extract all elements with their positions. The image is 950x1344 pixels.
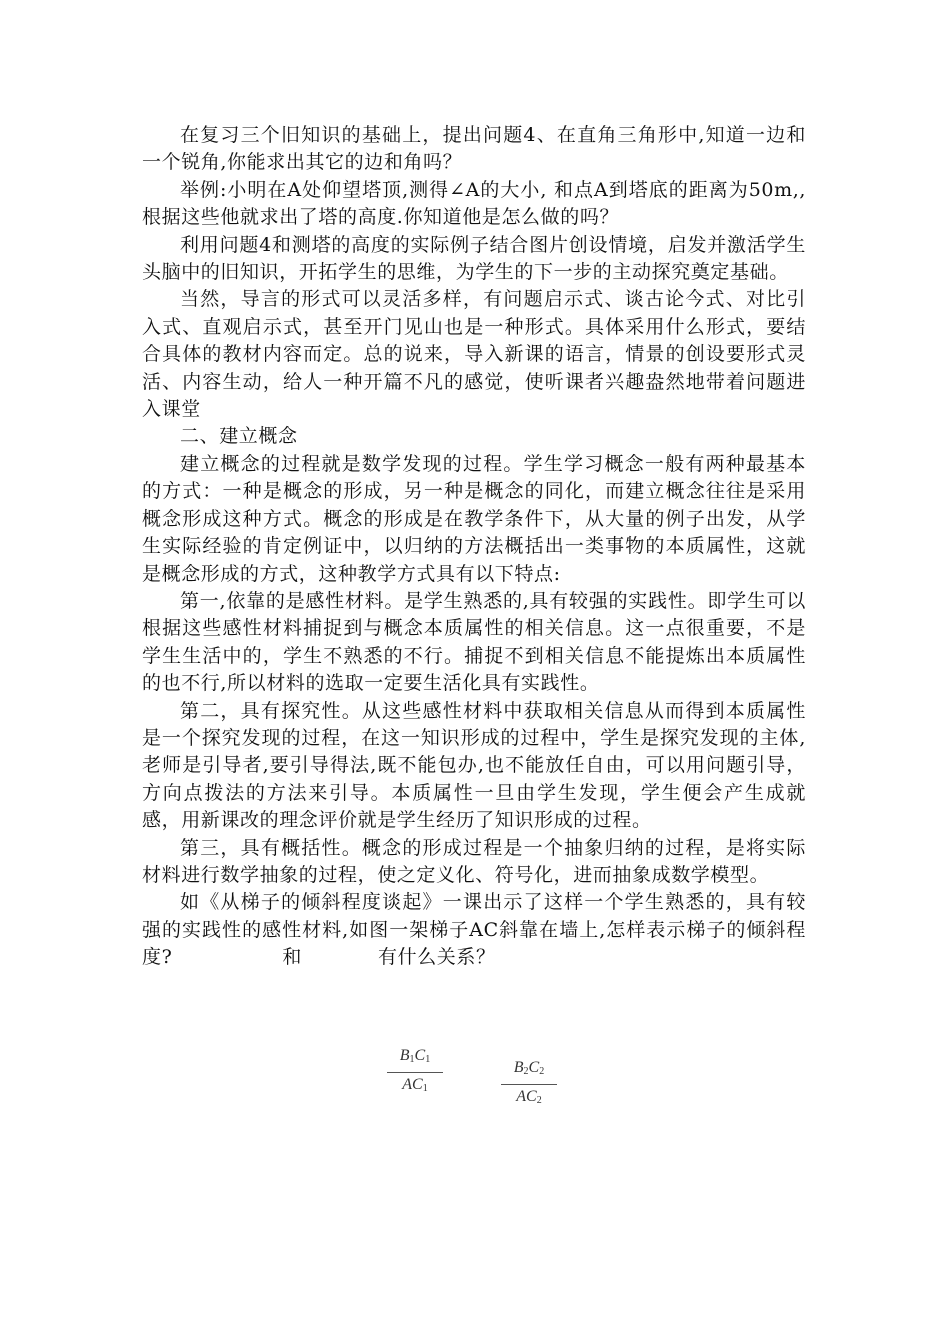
fraction-b1c1-over-ac1 xyxy=(383,1046,447,1099)
paragraph-last xyxy=(142,889,806,971)
fraction-numerator: $B_1C_1$ xyxy=(399,1047,431,1065)
fraction-numerator: $B_2C_2$ xyxy=(513,1059,545,1077)
last-text-before: 如《从梯子的倾斜程度谈起》一课出示了这样一个学生熟悉的，具有较强的实践性的感性材料,如图一架梯子AC斜靠在墙上,怎样表示梯子的倾斜程度? xyxy=(142,891,806,969)
document-body xyxy=(142,122,806,972)
paragraph: 第二，具有探究性。从这些感性材料中获取相关信息从而得到本质属性是一个探究发现的过程，在这一知识形成的过程中，学生是探究发现的主体,老师是引导者,要引导得法,既不能包办,也不能放任自由，可以用问题引导，方向点拨法的方法来引导。本质属性一旦由学生发现，学生便会产生成就感，用新课改的理念评价就是学生经历了知识形成的过程。 xyxy=(142,699,806,832)
paragraph: 当然，导言的形式可以灵活多样，有问题启示式、谈古论今式、对比引入式、直观启示式，甚至开门见山也是一种形式。具体采用什么形式，要结合具体的教材内容而定。总的说来，导入新课的语言，情景的创设要形式灵活、内容生动，给人一种开篇不凡的感觉，使听课者兴趣盎然地带着问题进入课堂 xyxy=(142,288,806,421)
paragraph: 在复习三个旧知识的基础上，提出问题4、在直角三角形中,知道一边和一个锐角,你能求出其它的边和角吗？ xyxy=(142,124,806,174)
fraction-bar xyxy=(501,1084,557,1085)
paragraph: 举例:小明在A处仰望塔顶,测得∠A的大小, 和点A到塔底的距离为50m,,根据这些他就求出了塔的高度.你知道他是怎么做的吗？ xyxy=(142,178,806,229)
fraction-b2c2-over-ac2 xyxy=(497,1058,561,1111)
paragraph: 建立概念的过程就是数学发现的过程。学生学习概念一般有两种最基本的方式：一种是概念的形成，另一种是概念的同化，而建立概念往往是采用概念形成这种方式。概念的形成是在教学条件下，从大量的例子出发，从学生实际经验的肯定例证中，以归纳的方法概括出一类事物的本质属性，这就是概念形成的方式，这种教学方式具有以下特点: xyxy=(142,452,806,585)
fraction-denominator: $AC_1$ xyxy=(402,1076,428,1094)
fraction-denominator: $AC_2$ xyxy=(516,1088,542,1106)
connector-text: 和 xyxy=(282,946,302,969)
paragraph: 利用问题4和测塔的高度的实际例子结合图片创设情境，启发并激活学生头脑中的旧知识，开拓学生的思维，为学生的下一步的主动探究奠定基础。 xyxy=(142,233,806,284)
paragraph: 第一,依靠的是感性材料。是学生熟悉的,具有较强的实践性。即学生可以根据这些感性材料捕捉到与概念本质属性的相关信息。这一点很重要，不是学生生活中的，学生不熟悉的不行。捕捉不到相关信息不能提炼出本质属性的也不行,所以材料的选取一定要生活化具有实践性。 xyxy=(142,589,806,695)
section-heading: 二、建立概念 xyxy=(180,425,298,448)
paragraph: 第三，具有概括性。概念的形成过程是一个抽象归纳的过程，是将实际材料进行数学抽象的过程，使之定义化、符号化，进而抽象成数学模型。 xyxy=(142,836,806,886)
fraction-bar xyxy=(387,1072,443,1073)
last-text-after: 有什么关系？ xyxy=(378,946,496,969)
